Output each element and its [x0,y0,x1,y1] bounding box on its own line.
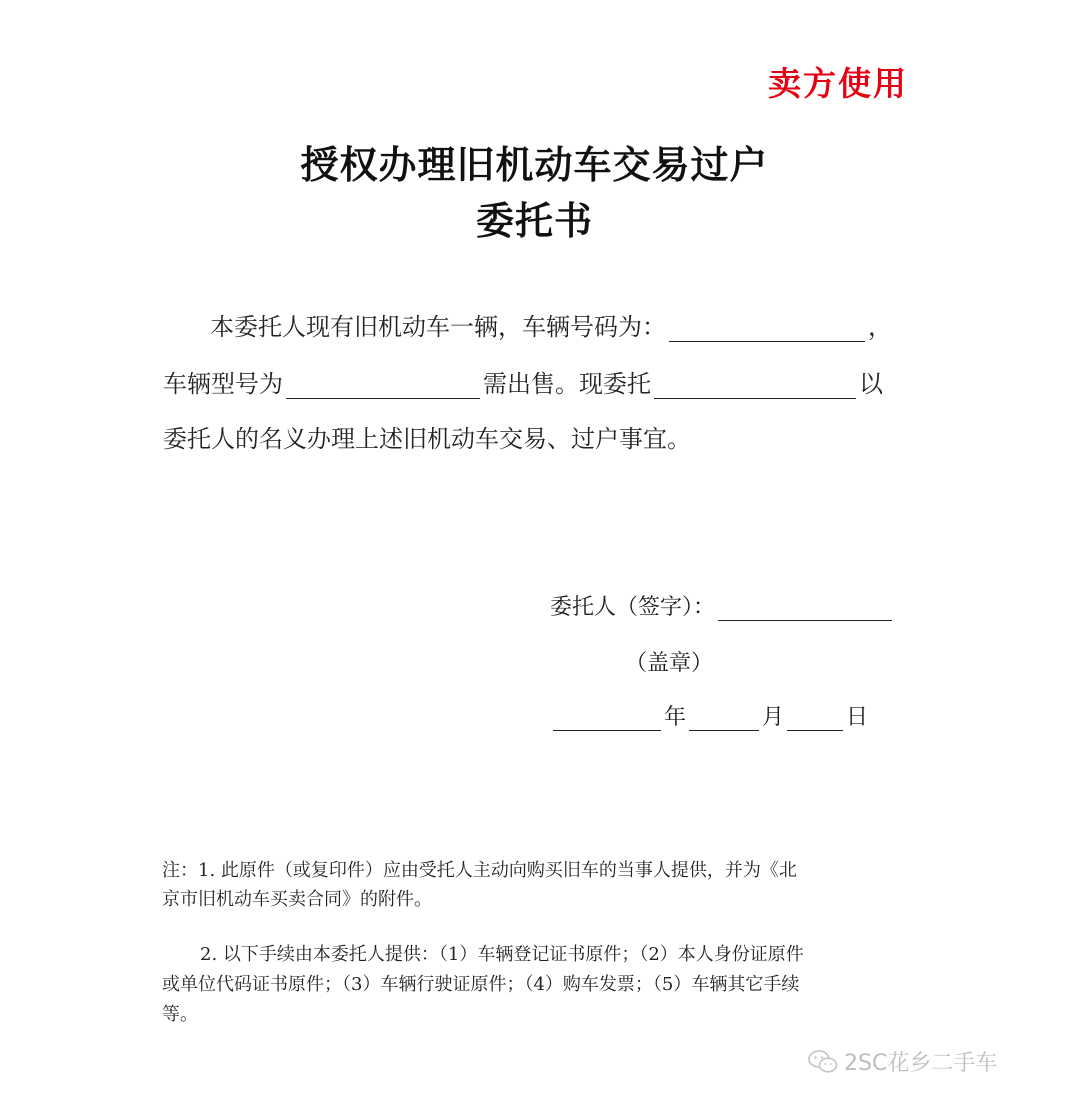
month-blank[interactable] [689,706,759,731]
body-line-3: 委托人的名义办理上述旧机动车交易、过户事宜。 [163,425,691,453]
note-1-line-1: 注：1. 此原件（或复印件）应由受托人主动向购买旧车的当事人提供，并为《北 [162,860,797,881]
body-line-2 [163,364,883,399]
vehicle-model-blank[interactable] [286,372,480,399]
body-line-1 [210,307,892,342]
watermark [808,1046,997,1077]
seller-use-tag: 卖方使用 [768,64,908,103]
seal-label: （盖章） [625,651,714,676]
wechat-icon [808,1049,838,1075]
signature-row [550,590,895,621]
body-line-1-text: 本委托人现有旧机动车一辆，车辆号码为： [210,313,666,341]
note-2-line-2: 或单位代码证书原件；（3）车辆行驶证原件；（4）购车发票；（5）车辆其它手续 [162,974,800,995]
signature-label: 委托人（签字）： [550,595,716,620]
signature-blank[interactable] [718,596,892,621]
day-blank[interactable] [787,706,843,731]
date-row [550,700,868,731]
year-blank[interactable] [553,706,661,731]
plate-number-blank[interactable] [669,315,865,342]
body-line-1-end: ， [868,313,892,341]
watermark-text: 2SC花乡二手车 [844,1051,998,1076]
year-label: 年 [664,705,687,730]
day-label: 日 [846,705,869,730]
body-line-2-mid: 需出售。现委托 [483,370,651,398]
month-label: 月 [762,705,785,730]
document-title: 授权办理旧机动车交易过户 [300,142,769,187]
note-1-line-2: 京市旧机动车买卖合同》的附件。 [162,889,432,910]
note-2-line-3: 等。 [162,1004,198,1025]
document-subtitle: 委托书 [475,198,593,243]
body-line-2-end: 以 [859,370,883,398]
body-line-2-prefix: 车辆型号为 [163,370,283,398]
trustee-name-blank[interactable] [654,372,856,399]
note-2-line-1: 2. 以下手续由本委托人提供：（1）车辆登记证书原件；（2）本人身份证原件 [200,944,804,965]
